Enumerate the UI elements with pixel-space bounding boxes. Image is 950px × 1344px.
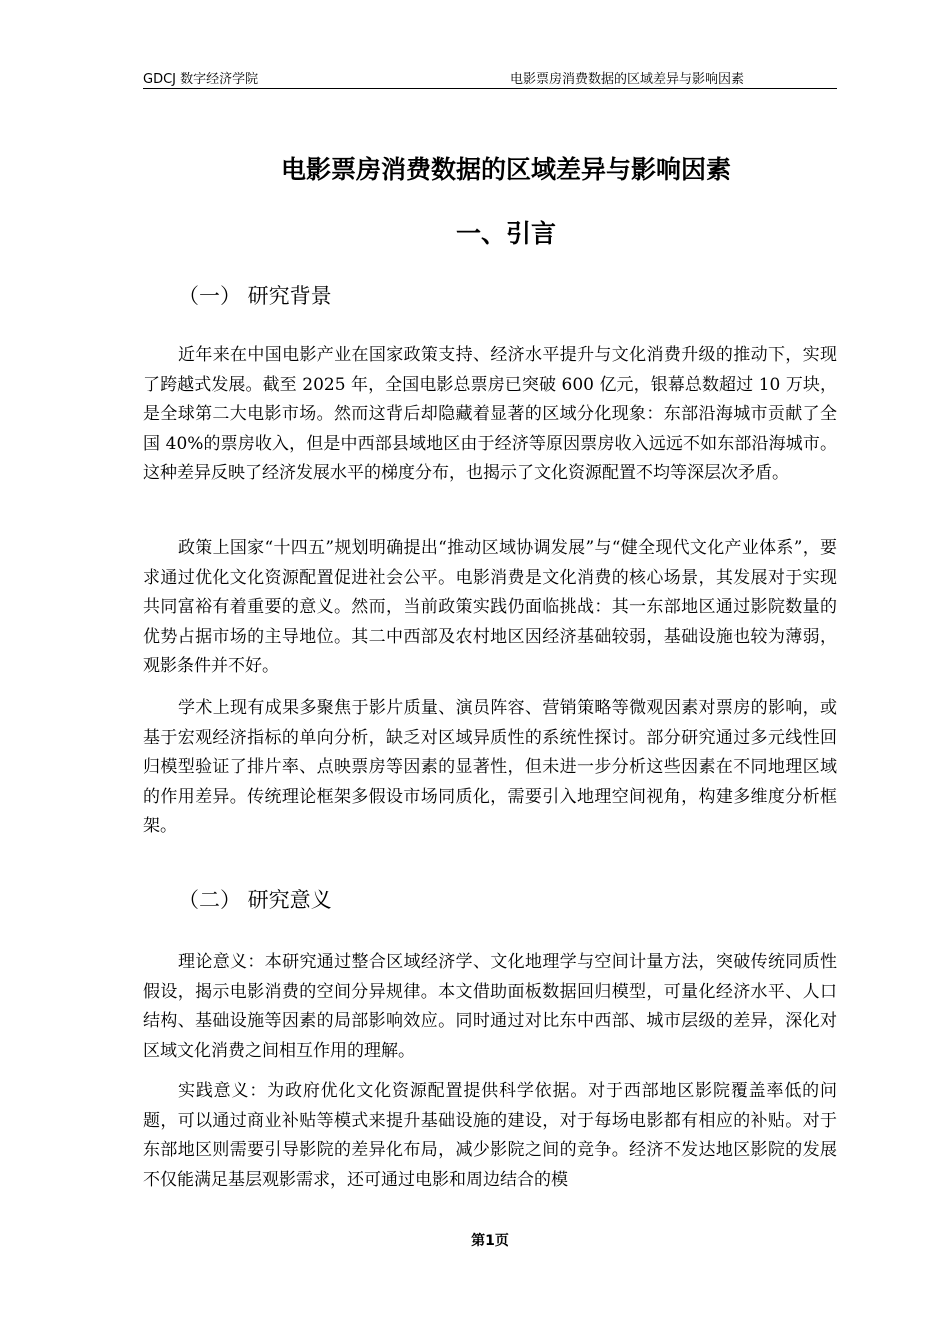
paragraph-significance-2: 实践意义：为政府优化文化资源配置提供科学依据。对于西部地区影院覆盖率低的问题，可以通过商业补贴等模式来提升基础设施的建设，对于每场电影都有相应的补贴。对于东部地区则需要引导影院的差异化布局，减少影院之间的竞争。经济不发达地区影院的发展不仅能满足基层观影需求，还可通过电影和周边结合的模	[143, 1081, 837, 1190]
chapter-heading: 一、引言	[455, 219, 556, 248]
paragraph-background-2: 政策上国家“十四五”规划明确提出“推动区域协调发展”与“健全现代文化产业体系”，要求通过优化文化资源配置促进社会公平。电影消费是文化消费的核心场景，其发展对于实现共同富裕有着重要的意义。然而，当前政策实践仍面临挑战：其一东部地区通过影院数量的优势占据市场的主导地位。其二中西部及农村地区因经济基础较弱，基础设施也较为薄弱，观影条件并不好。	[143, 538, 837, 676]
page-number: 第1页	[471, 1233, 509, 1249]
section-heading-significance: （二） 研究意义	[178, 888, 332, 912]
paragraph-background-1: 近年来在中国电影产业在国家政策支持、经济水平提升与文化消费升级的推动下，实现了跨越式发展。截至 2025 年，全国电影总票房已突破 600 亿元，银幕总数超过 10 万块，是全球第二大电影市场。然而这背后却隐藏着显著的区域分化现象：东部沿海城市贡献了全国 40%的票房收入，但是中西部县域地区由于经济等原因票房收入远远不如东部沿海城市。这种差异反映了经济发展水平的梯度分布，也揭示了文化资源配置不均等深层次矛盾。	[143, 345, 837, 483]
header-left-text: GDCJ 数字经济学院	[143, 72, 259, 87]
section-heading-background: （一） 研究背景	[178, 284, 332, 308]
header-right-text: 电影票房消费数据的区域差异与影响因素	[510, 72, 745, 87]
page-header	[143, 66, 837, 89]
paragraph-background-3: 学术上现有成果多聚焦于影片质量、演员阵容、营销策略等微观因素对票房的影响，或基于宏观经济指标的单向分析，缺乏对区域异质性的系统性探讨。部分研究通过多元线性回归模型验证了排片率、点映票房等因素的显著性，但未进一步分析这些因素在不同地理区域的作用差异。传统理论框架多假设市场同质化，需要引入地理空间视角，构建多维度分析框架。	[143, 698, 837, 836]
document-title: 电影票房消费数据的区域差异与影响因素	[280, 155, 731, 184]
paragraph-significance-1: 理论意义：本研究通过整合区域经济学、文化地理学与空间计量方法，突破传统同质性假设，揭示电影消费的空间分异规律。本文借助面板数据回归模型，可量化经济水平、人口结构、基础设施等因素的局部影响效应。同时通过对比东中西部、城市层级的差异，深化对区域文化消费之间相互作用的理解。	[143, 952, 837, 1061]
